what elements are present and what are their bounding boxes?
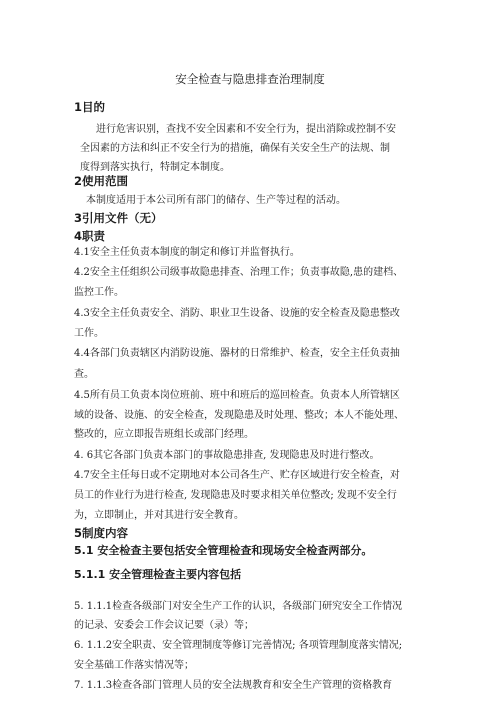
resp-line-5: 工作。 [74, 328, 104, 339]
heading-references: 3引用文件（无） [74, 211, 163, 225]
resp-line-11: 4. 6其它各部门负责本部门的事故隐患排查, 发现隐患及时进行整改。 [74, 450, 380, 461]
resp-line-8: 4.5所有员工负责本岗位班前、班中和班后的巡回检查。负责本人所管辖区 [74, 390, 400, 401]
content-line-4: 安全基础工作落实情况等； [74, 660, 194, 671]
subheading-5-1: 5.1 安全检查主要包括安全管理检查和现场安全检查两部分。 [74, 544, 373, 557]
purpose-line-3: 度得到落实执行，特制定本制度。 [80, 162, 230, 173]
resp-line-9: 域的设备、设施、的安全检查，发现隐患及时处理、整改；本人不能处理、 [74, 410, 404, 421]
resp-line-10: 整改的，应立即报告班组长或部门经理。 [74, 429, 254, 440]
subheading-5-1-1: 5.1.1 安全管理检查主要内容包括 [74, 568, 242, 581]
purpose-line-1: 进行危害识别，查找不安全因素和不安全行为，提出消除或控制不安 [96, 124, 396, 135]
resp-line-12: 4.7安全主任每日或不定期地对本公司各生产、贮存区域进行安全检查，对 [74, 470, 400, 481]
resp-line-3: 监控工作。 [74, 287, 124, 298]
resp-line-4: 4.3安全主任负责安全、消防、职业卫生设备、设施的安全检查及隐患整改 [74, 308, 400, 319]
resp-line-6: 4.4各部门负责辖区内消防设施、器材的日常维护、检查，安全主任负责抽 [74, 348, 400, 359]
resp-line-7: 查。 [74, 369, 94, 380]
heading-responsibilities: 4职责 [74, 229, 106, 243]
content-line-1: 5. 1.1.1检查各级部门对安全生产工作的认识，各级部门研究安全工作情况 [74, 601, 403, 612]
scope-line-1: 本制度适用于本公司所有部门的储存、生产等过程的活动。 [86, 195, 346, 206]
resp-line-2: 4.2安全主任组织公司级事故隐患排查、治理工作；负责事故隐,患的建档、 [74, 267, 404, 278]
content-line-5: 7. 1.1.3检查各部门管理人员的安全法规教育和安全生产管理的资格教育 [74, 680, 393, 691]
resp-line-13: 员工的作业行为进行检查, 发现隐患及时要求相关单位整改; 发现不安全行 [74, 490, 397, 501]
heading-content: 5制度内容 [74, 526, 129, 540]
heading-purpose: 1目的 [74, 100, 106, 114]
resp-line-1: 4.1安全主任负责本制度的制定和修订并监督执行。 [74, 247, 300, 258]
document-title: 安全检查与隐患排查治理制度 [175, 72, 325, 86]
resp-line-14: 为，立即制止，并对其进行安全教育。 [74, 510, 244, 521]
purpose-line-2: 全因素的方法和纠正不安全行为的措施，确保有关安全生产的法规、制 [80, 143, 390, 154]
content-line-3: 6. 1.1.2安全职责、安全管理制度等修订完善情况; 各项管理制度落实情况; [74, 640, 403, 651]
heading-scope: 2使用范围 [74, 174, 129, 188]
content-line-2: 的记录、安委会工作会议记要（录）等； [74, 620, 254, 631]
